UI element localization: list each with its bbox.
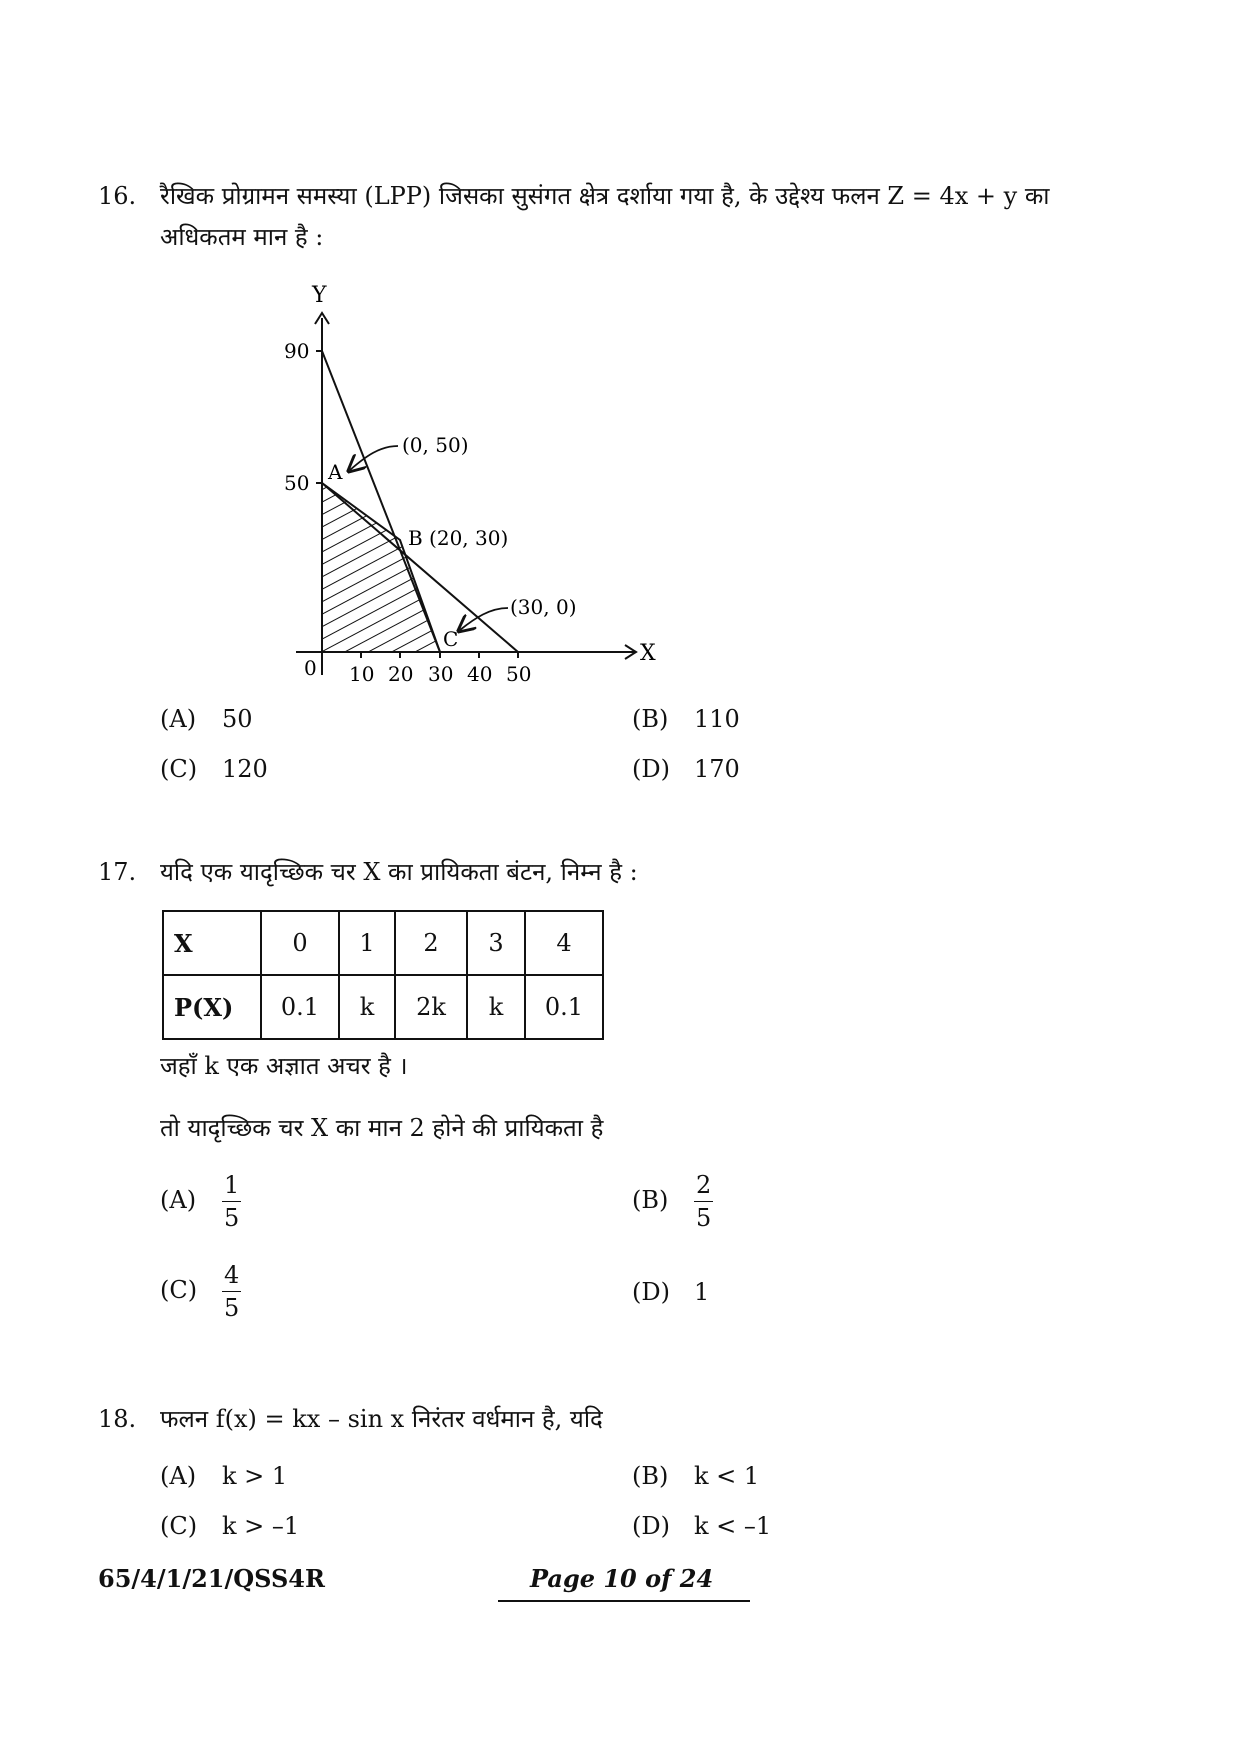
point-b-label: B (20, 30): [408, 526, 509, 550]
option-label: (C): [160, 755, 198, 783]
option-label: (A): [160, 1186, 197, 1215]
point-c-label: C: [443, 627, 459, 651]
question-16-line-2: अधिकतम मान है :: [160, 222, 324, 251]
q18-option-b[interactable]: [632, 1462, 759, 1490]
table-cell: 0.1: [525, 975, 603, 1039]
origin-label: 0: [304, 656, 317, 680]
q16-option-d[interactable]: [632, 755, 740, 783]
table-cell: 2k: [395, 975, 467, 1039]
paper-code: 65/4/1/21/QSS4R: [98, 1564, 325, 1593]
fraction-denominator: 5: [224, 1204, 240, 1233]
q18-option-a[interactable]: [160, 1462, 287, 1490]
table-row-px: [163, 975, 603, 1039]
fraction-numerator: 4: [222, 1262, 241, 1292]
option-label: (C): [160, 1512, 198, 1540]
y-tick-label-90: 90: [284, 339, 310, 363]
x-tick-label-10: 10: [349, 662, 375, 686]
q17-option-a[interactable]: [160, 1172, 241, 1232]
fraction-denominator: 5: [224, 1294, 240, 1323]
annotation-bottom-label: (30, 0): [510, 595, 577, 619]
q16-option-c[interactable]: [160, 755, 268, 783]
x-tick-label-30: 30: [428, 662, 454, 686]
option-label: (D): [632, 755, 670, 783]
option-label: (B): [632, 1186, 669, 1215]
table-cell: 2: [395, 911, 467, 975]
option-label: (B): [632, 705, 669, 733]
question-18-number: 18.: [98, 1405, 137, 1433]
fraction: [222, 1172, 241, 1232]
option-label: (B): [632, 1462, 669, 1490]
x-axis-label: X: [640, 641, 656, 666]
table-cell: k: [339, 975, 395, 1039]
option-label: (D): [632, 1512, 670, 1540]
question-16-line-1: रैखिक प्रोग्रामन समस्या (LPP) जिसका सुसंगत क्षेत्र दर्शाया गया है, के उद्देश्य फलन Z = 4x + y का: [160, 182, 1050, 210]
option-value: 120: [222, 755, 268, 783]
table-cell: 4: [525, 911, 603, 975]
option-value: 1: [694, 1278, 710, 1306]
point-a-label: A: [328, 460, 343, 484]
x-tick-label-40: 40: [467, 662, 493, 686]
x-tick-label-50: 50: [506, 662, 532, 686]
probability-distribution-table: [162, 910, 604, 1040]
annotation-arrow-bottom: [460, 608, 508, 630]
option-value: k < 1: [694, 1462, 760, 1490]
fraction-denominator: 5: [696, 1204, 712, 1233]
annotation-top-label: (0, 50): [402, 433, 469, 457]
fraction: [694, 1172, 713, 1232]
table-cell: 1: [339, 911, 395, 975]
q18-option-c[interactable]: [160, 1512, 299, 1540]
x-tick-label-20: 20: [388, 662, 414, 686]
table-row-x: [163, 911, 603, 975]
table-header-px: P(X): [163, 975, 261, 1039]
q17-option-d[interactable]: [632, 1278, 709, 1306]
question-17-number: 17.: [98, 858, 137, 886]
fraction-numerator: 1: [222, 1172, 241, 1202]
option-value: 50: [222, 705, 253, 733]
option-label: (A): [160, 705, 197, 733]
q18-option-d[interactable]: [632, 1512, 771, 1540]
q16-option-b[interactable]: [632, 705, 740, 733]
y-axis-label: Y: [312, 283, 327, 308]
table-cell: 3: [467, 911, 525, 975]
footer-underline: [498, 1600, 750, 1602]
fraction: [222, 1262, 241, 1322]
option-label: (D): [632, 1278, 670, 1306]
q16-option-a[interactable]: [160, 705, 253, 733]
option-label: (A): [160, 1462, 197, 1490]
question-16-text: [160, 176, 1160, 258]
table-cell: 0.1: [261, 975, 339, 1039]
table-cell: 0: [261, 911, 339, 975]
annotation-arrow-top: [350, 446, 398, 470]
option-value: k > –1: [222, 1512, 300, 1540]
option-value: k < –1: [694, 1512, 772, 1540]
table-header-x: X: [163, 911, 261, 975]
question-16-number: 16.: [98, 182, 137, 210]
question-17-question: तो यादृच्छिक चर X का मान 2 होने की प्रायिकता है: [160, 1114, 604, 1142]
page-number: Page 10 of 24: [530, 1564, 714, 1593]
question-17-note: जहाँ k एक अज्ञात अचर है ।: [160, 1052, 408, 1080]
option-value: k > 1: [222, 1462, 288, 1490]
table-cell: k: [467, 975, 525, 1039]
option-value: 110: [694, 705, 740, 733]
q17-option-c[interactable]: [160, 1262, 241, 1322]
question-17-intro: यदि एक यादृच्छिक चर X का प्रायिकता बंटन, निम्न है :: [160, 858, 638, 886]
q17-option-b[interactable]: [632, 1172, 713, 1232]
y-tick-label-50: 50: [284, 471, 310, 495]
lpp-feasible-region-graph: [270, 278, 670, 688]
fraction-numerator: 2: [694, 1172, 713, 1202]
question-18-text: फलन f(x) = kx – sin x निरंतर वर्धमान है, यदि: [160, 1405, 603, 1433]
option-label: (C): [160, 1276, 198, 1305]
feasible-region: [322, 483, 440, 652]
option-value: 170: [694, 755, 740, 783]
